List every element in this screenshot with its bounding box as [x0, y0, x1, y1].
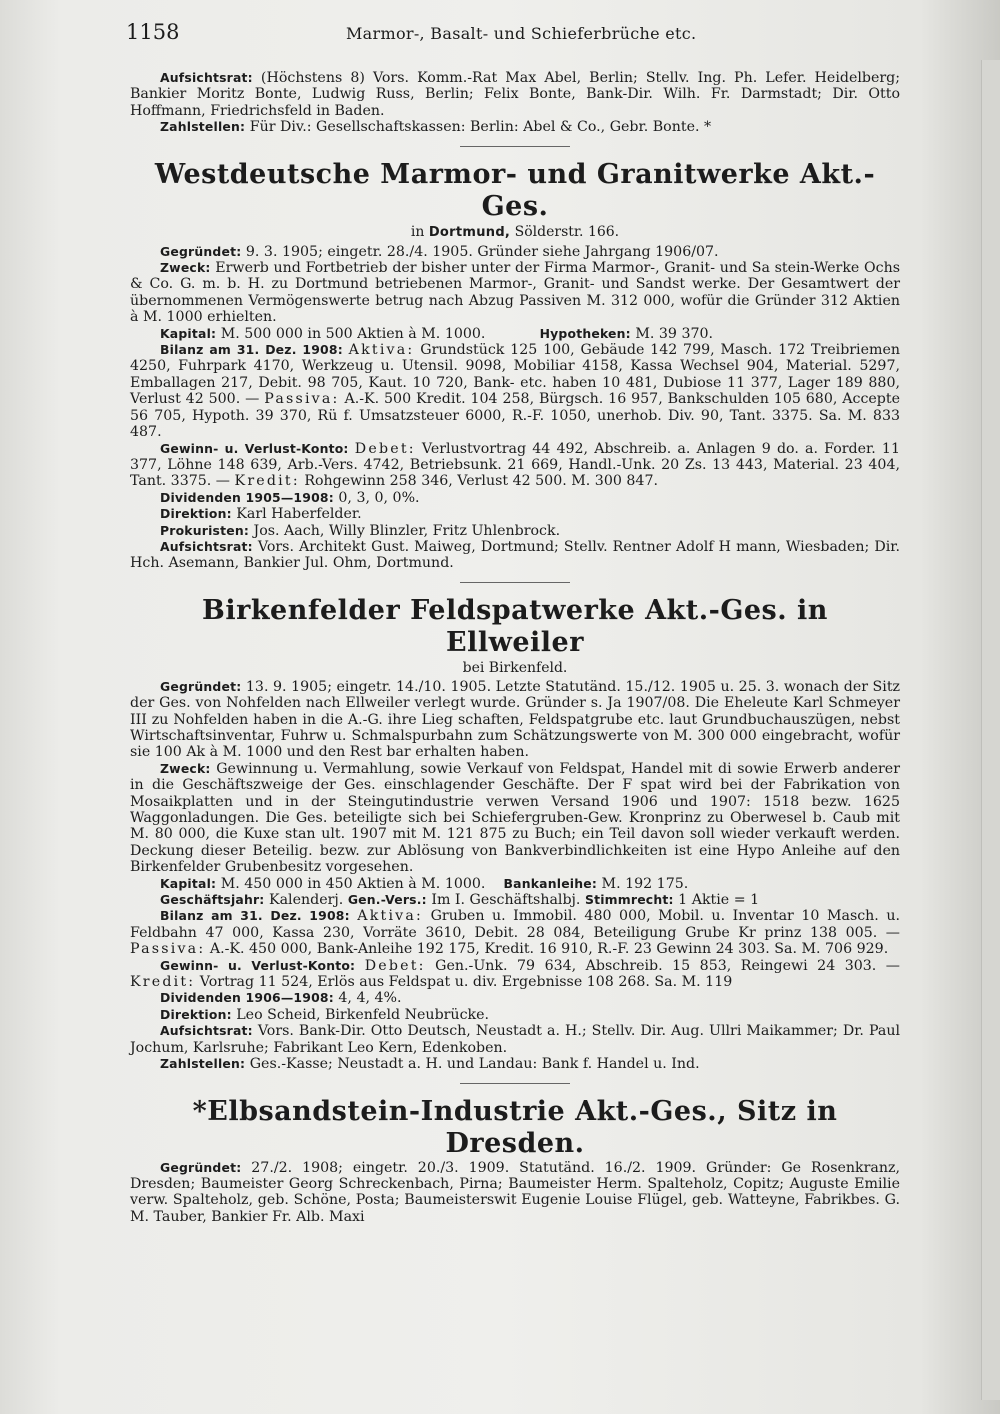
westdeutsche-bilanz: Bilanz am 31. Dez. 1908: Aktiva: Grundstück 125 100, Gebäude 142 799, Masch. 172 Treibriemen 4250, Fuhrpark 4170, Werkzeug u. Utensil. 9098, Mobiliar 4158, Kassa Wechsel 904, Material. 5297, Emballagen 217, Debit. 98 705, Kaut. 10 720, Bank- etc. haben 10 481, Dubiose 11 377, Lager 189 880, Verlust 42 500. — Passiva: A.-K. 500 Kredit. 104 258, Bürgsch. 16 957, Bankschulden 105 680, Accepte 56 705, Hypoth. 39 370, Rü f. Umsatzsteuer 6000, R.-F. 1050, unerhob. Div. 90, Tant. 3375. Sa. M. 833 487.	[130, 342, 900, 441]
adjacent-page-edge	[981, 60, 1000, 1400]
page-header	[126, 20, 896, 50]
westdeutsche-kapital: Kapital: M. 500 000 in 500 Aktien à M. 1000. Hypotheken: M. 39 370.	[160, 325, 714, 342]
westdeutsche-gegruendet: Gegründet: 9. 3. 1905; eingetr. 28./4. 1905. Gründer siehe Jahrgang 1906/07.	[160, 243, 719, 260]
birkenfelder-gewinn: Gewinn- u. Verlust-Konto: Debet: Gen.-Unk. 79 634, Abschreib. 15 853, Reingewi 24 303. — Kredit: Vortrag 11 524, Erlös aus Feldspat u. div. Ergebnisse 108 268. Sa. M. 119	[130, 957, 900, 991]
company-title-westdeutsche: Westdeutsche Marmor- und Granitwerke Akt.-Ges.	[154, 158, 876, 222]
birkenfelder-direktion: Direktion: Leo Scheid, Birkenfeld Neubrücke.	[160, 1006, 490, 1023]
birkenfelder-bilanz: Bilanz am 31. Dez. 1908: Aktiva: Gruben u. Immobil. 480 000, Mobil. u. Inventar 10 Masch. u. Feldbahn 47 000, Kassa 230, Vorräte 3610, Debit. 28 084, Beteiligung Grube Kr prinz 138 005. — Passiva: A.-K. 450 000, Bank-Anleihe 192 175, Kredit. 16 910, R.-F. 23 Gewinn 24 303. Sa. M. 706 929.	[130, 908, 900, 958]
section-divider	[460, 582, 570, 583]
birkenfelder-zweck: Zweck: Gewinnung u. Vermahlung, sowie Verkauf von Feldspat, Handel mit di sowie Erwerb anderer in die Geschäftszweige der Ges. einschlagender Geschäfte. Der F spat wird bei der Fabrikation von Mosaikplatten und in der Steingutindustrie verwen Versand 1906 und 1907: 1518 bezw. 1625 Waggonladungen. Die Ges. beteiligte sich bei Schiefergruben-Gew. Kronprinz zu Oberwesel b. Caub mit M. 80 000, die Kuxe stan ult. 1907 mit M. 121 875 zu Buch; ein Teil davon soll wieder verkauft werden. Deckung dieser Beteilig. bezw. zur Ablösung von Bankverbindlichkeiten ist eine Hypo Anleihe auf den Birkenfelder Grubenbesitz vorgesehen.	[130, 760, 900, 876]
westdeutsche-dividenden: Dividenden 1905—1908: 0, 3, 0, 0%.	[160, 489, 420, 506]
top-zahlstellen: Zahlstellen: Für Div.: Gesellschaftskassen: Berlin: Abel & Co., Gebr. Bonte. *	[160, 119, 712, 136]
westdeutsche-gewinn: Gewinn- u. Verlust-Konto: Debet: Verlustvortrag 44 492, Abschreib. a. Anlagen 9 do. a. Forder. 11 377, Löhne 148 639, Arb.-Vers. 4742, Betriebsunk. 21 669, Handl.-Unk. 20 Zs. 13 443, Material. 23 404, Tant. 3375. — Kredit: Rohgewinn 258 346, Verlust 42 500. M. 300 847.	[130, 440, 900, 490]
westdeutsche-prokuristen: Prokuristen: Jos. Aach, Willy Blinzler, Fritz Uhlenbrock.	[160, 522, 561, 539]
page-number: 1158	[126, 20, 180, 44]
birkenfelder-kapital: Kapital: M. 450 000 in 450 Aktien à M. 1000. Bankanleihe: M. 192 175.	[160, 875, 689, 892]
top-aufsichtsrat: Aufsichtsrat: (Höchstens 8) Vors. Komm.-Rat Max Abel, Berlin; Stellv. Ing. Ph. Lefer. Heidelberg; Bankier Moritz Bonte, Ludwig Russ, Berlin; Felix Bonte, Bank-Dir. Wilh. Fr. Darmstadt; Dir. Otto Hoffmann, Friedrichsfeld in Baden.	[130, 70, 900, 119]
company-title-elbsandstein: *Elbsandstein-Industrie Akt.-Ges., Sitz in Dresden.	[192, 1095, 838, 1159]
birkenfelder-dividenden: Dividenden 1906—1908: 4, 4, 4%.	[160, 990, 402, 1007]
running-title: Marmor-, Basalt- und Schieferbrüche etc.	[346, 24, 697, 43]
birkenfelder-gegruendet: Gegründet: 13. 9. 1905; eingetr. 14./10. 1905. Letzte Statutänd. 15./12. 1905 u. 25. 3. wonach der Sitz der Ges. von Nohfelden nach Ellweiler verlegt wurde. Gründer s. Ja 1907/08. Die Eheleute Karl Schmeyer III zu Nohfelden haben in die A.-G. ihre Lieg schaften, Feldspatgrube etc. laut Grundbuchauszügen, nebst Wirtschaftsinventar, Fuhrw u. Schmalspurbahn zum Schätzungswerte von M. 300 000 eingebracht, wofür sie 100 Ak à M. 1000 und den Rest bar erhalten haben.	[130, 678, 900, 761]
westdeutsche-aufsichtsrat: Aufsichtsrat: Vors. Architekt Gust. Maiweg, Dortmund; Stellv. Rentner Adolf H mann, Wiesbaden; Dir. Hch. Asemann, Bankier Jul. Ohm, Dortmund.	[130, 538, 900, 572]
company-location-birkenfelder: bei Birkenfeld.	[462, 659, 568, 676]
company-location-westdeutsche: in Dortmund, Sölderstr. 166.	[410, 223, 620, 240]
birkenfelder-zahlstellen: Zahlstellen: Ges.-Kasse; Neustadt a. H. und Landau: Bank f. Handel u. Ind.	[160, 1056, 700, 1073]
page-content	[130, 70, 900, 1225]
company-title-birkenfelder: Birkenfelder Feldspatwerke Akt.-Ges. in Ellweiler	[202, 594, 828, 658]
birkenfelder-geschaeftsjahr: Geschäftsjahr: Kalenderj. Gen.-Vers.: Im I. Geschäftshalbj. Stimmrecht: 1 Aktie = 1	[160, 892, 760, 909]
section-divider	[460, 146, 570, 147]
birkenfelder-aufsichtsrat: Aufsichtsrat: Vors. Bank-Dir. Otto Deutsch, Neustadt a. H.; Stellv. Dir. Aug. Ullri Maikammer; Dr. Paul Jochum, Karlsruhe; Fabrikant Leo Kern, Edenkoben.	[130, 1023, 900, 1056]
westdeutsche-zweck: Zweck: Erwerb und Fortbetrieb der bisher unter der Firma Marmor-, Granit- und Sa stein-Werke Ochs & Co. G. m. b. H. zu Dortmund betriebenen Marmor-, Granit- und Sandst werke. Der Gesamtwert der übernommenen Vermögenswerte betrug nach Abzug Passiven M. 312 000, wofür die Gründer 312 Aktien à M. 1000 erhielten.	[130, 260, 900, 326]
westdeutsche-direktion: Direktion: Karl Haberfelder.	[160, 506, 362, 523]
elbsandstein-gegruendet: Gegründet: 27./2. 1908; eingetr. 20./3. 1909. Statutänd. 16./2. 1909. Gründer: Ge Rosenkranz, Dresden; Baumeister Georg Schreckenbach, Pirna; Baumeister Herm. Spalteholz, Copitz; Auguste Emilie verw. Spalteholz, geb. Schöne, Posta; Baumeisterswit Eugenie Louise Flügel, geb. Watteyne, Fabrikbes. G. M. Tauber, Bankier Fr. Alb. Maxi	[130, 1159, 900, 1225]
section-divider	[460, 1083, 570, 1084]
